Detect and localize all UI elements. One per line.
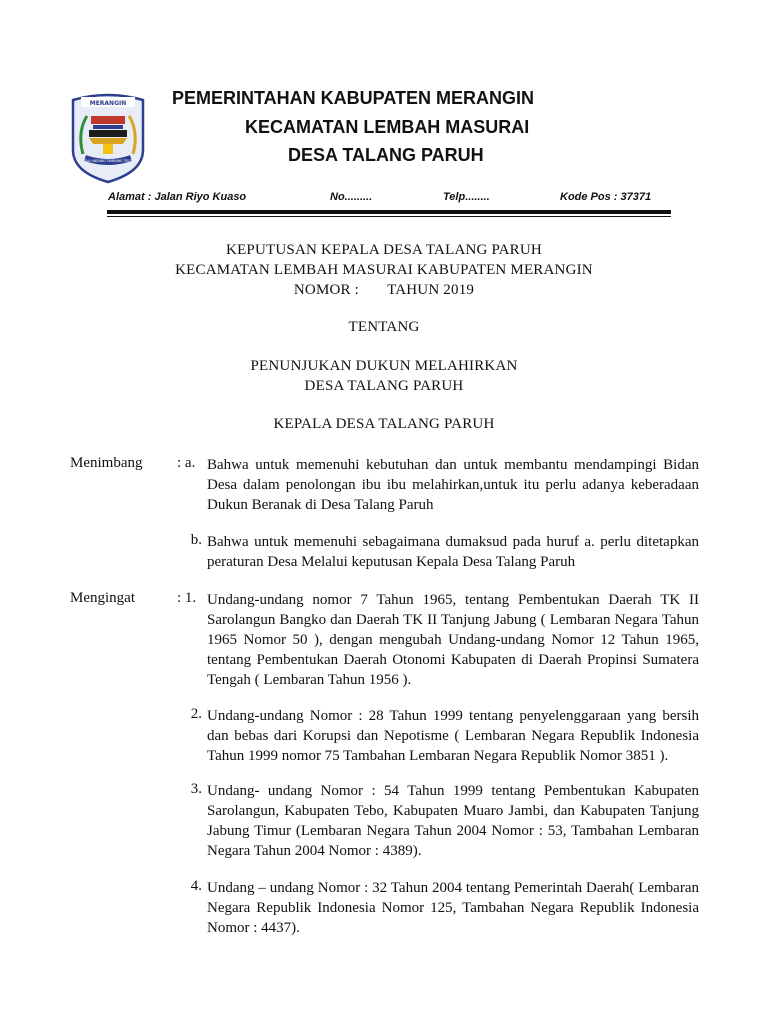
decree-year: TAHUN 2019 bbox=[387, 282, 475, 298]
letterhead-district-name: KECAMATAN LEMBAH MASURAI bbox=[245, 117, 530, 137]
decree-number-label: NOMOR : bbox=[293, 282, 360, 298]
decree-tentang: TENTANG bbox=[348, 319, 420, 335]
mengingat-item-3: Undang- undang Nomor : 54 Tahun 1999 tentang Pembentukan Kabupaten Sarolangun, Kabupaten Tebo, Kabupaten Muaro Jambi, dan Kabupaten Tanjung Jabung Timur (Lembaran Negara Tahun 2004 Nomor : 53, Tambahan Lembaran Negara Tahun 2004 Nomor : 4389). bbox=[207, 783, 699, 859]
decree-signer-title: KEPALA DESA TALANG PARUH bbox=[273, 416, 495, 432]
mengingat-mark-1: : 1. bbox=[177, 590, 197, 606]
letterhead-divider-thin bbox=[107, 216, 671, 217]
menimbang-label: Menimbang bbox=[70, 455, 143, 471]
decree-subject-line2: DESA TALANG PARUH bbox=[304, 378, 464, 394]
menimbang-mark-b: b. bbox=[190, 532, 202, 548]
mengingat-mark-3: 3. bbox=[190, 781, 202, 797]
mengingat-mark-2: 2. bbox=[190, 706, 202, 722]
menimbang-item-b: Bahwa untuk memenuhi sebagaimana dumaksud pada huruf a. perlu ditetapkan peraturan Desa Melalui keputusan Kepala Desa Talang Paruh bbox=[207, 534, 699, 570]
letterhead-number: No......... bbox=[330, 191, 373, 203]
logo-text: MERANGIN bbox=[89, 100, 127, 107]
letterhead-postal-code: Kode Pos : 37371 bbox=[560, 191, 652, 203]
regency-emblem-logo bbox=[67, 92, 149, 184]
letterhead-government-name: PEMERINTAHAN KABUPATEN MERANGIN bbox=[172, 88, 534, 108]
mengingat-label: Mengingat bbox=[70, 590, 135, 606]
logo-motto: TALI UNDANG TAMBANG TELIT bbox=[83, 159, 133, 163]
letterhead-address: Alamat : Jalan Riyo Kuaso bbox=[108, 191, 247, 203]
menimbang-item-a: Bahwa untuk memenuhi kebutuhan dan untuk membantu mendampingi Bidan Desa dalam penolongan ibu ibu melahirkan,untuk itu perlu adanya keberadaan Dukun Beranak di Desa Talang Paruh bbox=[207, 457, 699, 513]
mengingat-item-2: Undang-undang Nomor : 28 Tahun 1999 tentang penyelenggaraan yang bersih dan bebas dari Korupsi dan Nepotisme ( Lembaran Negara Republik Indonesia Tahun 1999 nomor 75 Tambahan Lembaran Negara Republik Nomor 3851 ). bbox=[207, 708, 699, 764]
decree-title-line2: KECAMATAN LEMBAH MASURAI KABUPATEN MERANGIN bbox=[175, 262, 593, 278]
mengingat-mark-4: 4. bbox=[190, 878, 202, 894]
decree-title-line1: KEPUTUSAN KEPALA DESA TALANG PARUH bbox=[226, 242, 542, 258]
decree-number-line bbox=[60, 282, 708, 299]
letterhead-divider-thick bbox=[107, 210, 671, 214]
letterhead-phone: Telp........ bbox=[443, 191, 490, 203]
mengingat-item-4: Undang – undang Nomor : 32 Tahun 2004 tentang Pemerintah Daerah( Lembaran Negara Republik Indonesia Nomor 125, Tambahan Negara Republik Indonesia Nomor : 4437). bbox=[207, 880, 699, 936]
letterhead-village-name: DESA TALANG PARUH bbox=[288, 145, 484, 165]
menimbang-mark-a: : a. bbox=[177, 455, 196, 471]
mengingat-item-1: Undang-undang nomor 7 Tahun 1965, tentang Pembentukan Daerah TK II Sarolangun Bangko dan Daerah TK II Tanjung Jabung ( Lembaran Negara Tahun 1965 Nomor 50 ), dengan mengubah Undang-undang Nomor 12 Tahun 1965, tentang Pembentukan Daerah Otonomi Kabupaten di Daerah Propinsi Sumatera Tengah ( Lembaran Tahun 1956 ). bbox=[207, 592, 699, 688]
decree-subject-line1: PENUNJUKAN DUKUN MELAHIRKAN bbox=[250, 358, 518, 374]
